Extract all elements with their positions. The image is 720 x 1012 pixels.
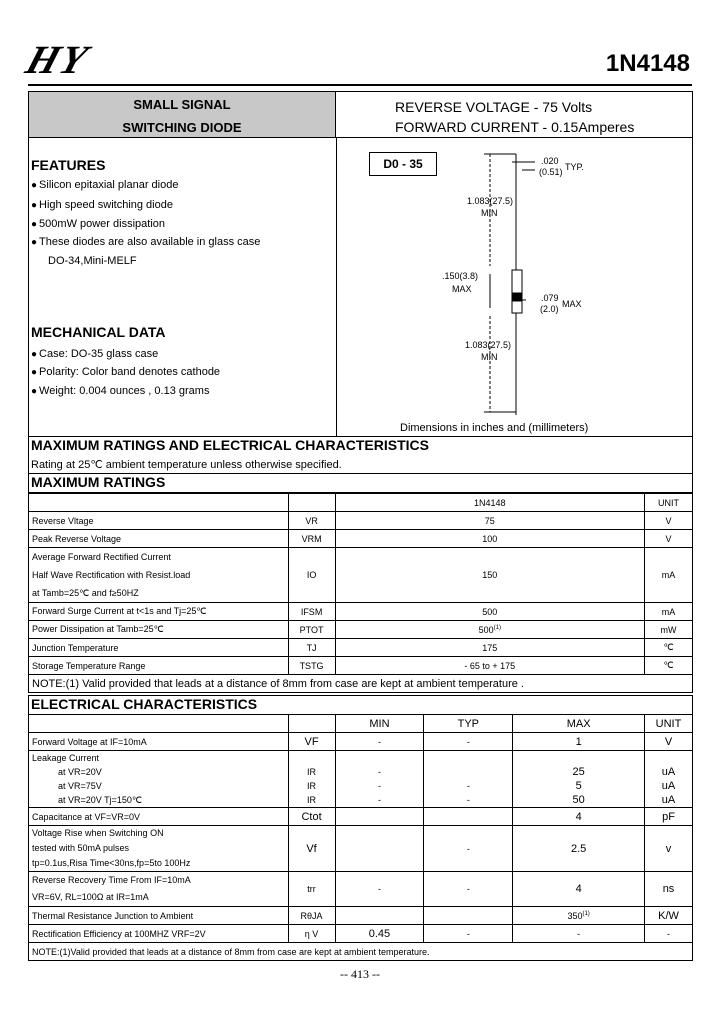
diode-type-line2: SWITCHING DIODE [122,120,242,135]
table-row [29,733,693,751]
text: IR [307,767,317,777]
table-row [29,621,693,639]
table-cell: TYP [424,715,513,733]
text: Silicon epitaxial planar diode [39,179,179,191]
lead-diameter: .020 [541,156,559,166]
text: Case: DO-35 glass case [39,348,159,360]
table-cell: Ctot [288,808,335,826]
table-cell [335,621,644,639]
table-cell [513,751,645,808]
table-cell: 500 [335,603,644,621]
table-cell: Peak Reverse Voltage [29,530,289,548]
text: at Tamb=25℃ and f≥50HZ [32,588,139,598]
table-row [29,657,693,675]
part-number: 1N4148 [605,50,690,77]
table-header-row [29,715,693,733]
mechanical-item [31,385,209,397]
table-cell [335,751,424,808]
text: uA [661,794,676,806]
text: IR [307,795,317,805]
table-cell [335,808,424,826]
text: - [377,767,381,777]
table-cell: 75 [335,512,644,530]
page-number: -- 413 -- [340,967,380,981]
table-cell: 100 [335,530,644,548]
table-cell: VRM [288,530,335,548]
table-row [29,530,693,548]
table-cell: v [645,826,693,872]
table-cell: Thermal Resistance Junction to Ambient [29,907,289,925]
text: at VR=75V [58,781,102,791]
feature-item [31,236,260,248]
table-cell: Rectification Efficiency at 100MHZ VRF=2V [29,925,289,943]
table-cell: IO [288,548,335,603]
table-cell: - [424,733,513,751]
text: at VR=20V [58,767,102,777]
text: 500mW power dissipation [39,218,165,230]
table-cell [29,494,289,512]
table-cell [335,907,424,925]
table-cell: PTOT [288,621,335,639]
table-cell: - 65 to + 175 [335,657,644,675]
table-cell: mA [645,603,693,621]
body-diameter-mm: (2.0) [540,304,559,314]
table-header-row [29,494,693,512]
table-row [29,751,693,808]
table-cell: - [335,872,424,907]
table-cell: - [335,733,424,751]
table-cell: 4 [513,808,645,826]
text: High speed switching diode [39,199,173,211]
table-cell: pF [645,808,693,826]
table-cell [424,808,513,826]
table-cell: Power Dissipation at Tamb=25℃ [29,621,289,639]
text: IR [307,781,317,791]
text: Voltage Rise when Switching ON [32,828,164,838]
typ-label: TYP. [565,162,584,172]
max-label-2: MAX [562,299,582,309]
table-cell: mA [645,548,693,603]
table-cell: VR [288,512,335,530]
table-cell: VF [288,733,335,751]
table-cell: NOTE:(1)Valid provided that leads at a distance of 8mm from case are kept at ambient temperature. [29,943,693,961]
reverse-voltage-spec: REVERSE VOLTAGE - 75 Volts [395,99,593,115]
mechanical-item [31,366,220,378]
table-cell: - [513,925,645,943]
table-cell: mW [645,621,693,639]
table-cell: MIN [335,715,424,733]
section-note: Rating at 25℃ ambient temperature unless otherwise specified. [31,459,342,471]
section-title: MAXIMUM RATINGS AND ELECTRICAL CHARACTERISTICS [31,437,429,453]
table-cell: UNIT [645,715,693,733]
feature-item [31,179,178,191]
table-cell: NOTE:(1) Valid provided that leads at a distance of 8mm from case are kept at ambient temperature . [29,675,693,693]
lead-length-bottom: 1.083(27.5) [465,340,512,350]
max-ratings-heading: MAXIMUM RATINGS [31,474,166,490]
table-cell: IFSM [288,603,335,621]
table-cell [424,751,513,808]
table-cell: trr [288,872,335,907]
table-cell: K/W [645,907,693,925]
table-cell [288,715,335,733]
table-cell: MAX [513,715,645,733]
electrical-heading: ELECTRICAL CHARACTERISTICS [31,696,258,712]
table-cell [513,907,645,925]
table-cell: TSTG [288,657,335,675]
text: Average Forward Rectified Current [32,552,171,562]
note-row [29,943,693,961]
text: uA [661,766,676,778]
table-cell: - [424,925,513,943]
text: 25 [572,766,585,778]
table-cell: ℃ [645,657,693,675]
forward-current-spec: FORWARD CURRENT - 0.15Amperes [395,119,635,135]
table-cell [29,548,289,603]
lead-diameter-mm: (0.51) [539,167,563,177]
text: 50 [572,794,585,806]
table-cell: η V [288,925,335,943]
note-row [29,675,693,693]
table-cell [288,494,335,512]
table-cell: ns [645,872,693,907]
table-cell [29,826,289,872]
table-row [29,603,693,621]
table-cell: V [645,530,693,548]
table-cell: V [645,512,693,530]
text: 5 [575,780,582,792]
table-cell [424,907,513,925]
features-heading: FEATURES [31,157,106,173]
table-cell: Junction Temperature [29,639,289,657]
table-row [29,872,693,907]
feature-item [31,199,173,211]
min-label-top: MIN [481,208,498,218]
table-cell: 2.5 [513,826,645,872]
table-cell [29,715,289,733]
table-cell: - [645,925,693,943]
table-row [29,907,693,925]
table-cell: 0.45 [335,925,424,943]
max-ratings-table [28,493,693,693]
body-length: .150(3.8) [442,271,479,281]
max-label-1: MAX [452,284,472,294]
text: 350 [567,910,583,921]
feature-item [31,218,165,230]
table-cell [29,751,289,808]
table-row [29,548,693,603]
text: (1) [582,910,590,917]
table-cell: Forward Voltage at IF=10mA [29,733,289,751]
text: tp=0.1us,Risa Time<30ns,fp=5to 100Hz [32,858,191,868]
text: Leakage Current [32,753,100,763]
text: at VR=20V Tj=150℃ [58,795,142,805]
text: Half Wave Rectification with Resist.load [32,570,191,580]
feature-continuation: DO-34,Mini-MELF [48,255,137,267]
table-cell: - [424,826,513,872]
table-cell: Storage Temperature Range [29,657,289,675]
table-row [29,925,693,943]
table-cell: Capacitance at VF=VR=0V [29,808,289,826]
text: 500 [478,624,494,635]
text: - [377,795,381,805]
table-cell: V [645,733,693,751]
text: - [466,781,470,791]
table-cell: RθJA [288,907,335,925]
text: (1) [493,624,501,631]
min-label-bottom: MIN [481,352,498,362]
col-part: 1N4148 [335,494,644,512]
table-cell: Forward Surge Current at t<1s and Tj=25℃ [29,603,289,621]
text: uA [661,780,676,792]
table-row [29,826,693,872]
text: - [377,781,381,791]
mechanical-item [31,348,158,360]
package-label: D0 - 35 [383,157,423,171]
table-cell: ℃ [645,639,693,657]
table-row [29,639,693,657]
table-cell: Vf [288,826,335,872]
table-row [29,512,693,530]
table-row [29,808,693,826]
text: Reverse Recovery Time From IF=10mA [32,875,191,885]
table-cell [645,751,693,808]
table-cell: TJ [288,639,335,657]
text: These diodes are also available in glass case [39,236,261,248]
dimensions-caption: Dimensions in inches and (millimeters) [400,422,589,434]
text [427,765,509,779]
text: tested with 50mA pulses [32,843,130,853]
table-cell: 1 [513,733,645,751]
body-diameter: .079 [541,293,559,303]
diode-type-line1: SMALL SIGNAL [133,97,231,112]
table-cell: 175 [335,639,644,657]
company-logo: HY [20,37,95,82]
text: - [466,795,470,805]
electrical-table [28,714,693,961]
features-divider [336,137,337,437]
table-cell [29,872,289,907]
lead-length-top: 1.083(27.5) [467,196,514,206]
table-cell [288,751,335,808]
table-cell [335,826,424,872]
table-cell: Reverse Vltage [29,512,289,530]
col-unit: UNIT [645,494,693,512]
mechanical-heading: MECHANICAL DATA [31,324,166,340]
header-rule [28,84,692,86]
table-cell: 150 [335,548,644,603]
table-cell: 4 [513,872,645,907]
text: Polarity: Color band denotes cathode [39,366,221,378]
text: Weight: 0.004 ounces , 0.13 grams [39,385,210,397]
table-cell: - [424,872,513,907]
text: VR=6V, RL=100Ω at IR=1mA [32,892,149,902]
